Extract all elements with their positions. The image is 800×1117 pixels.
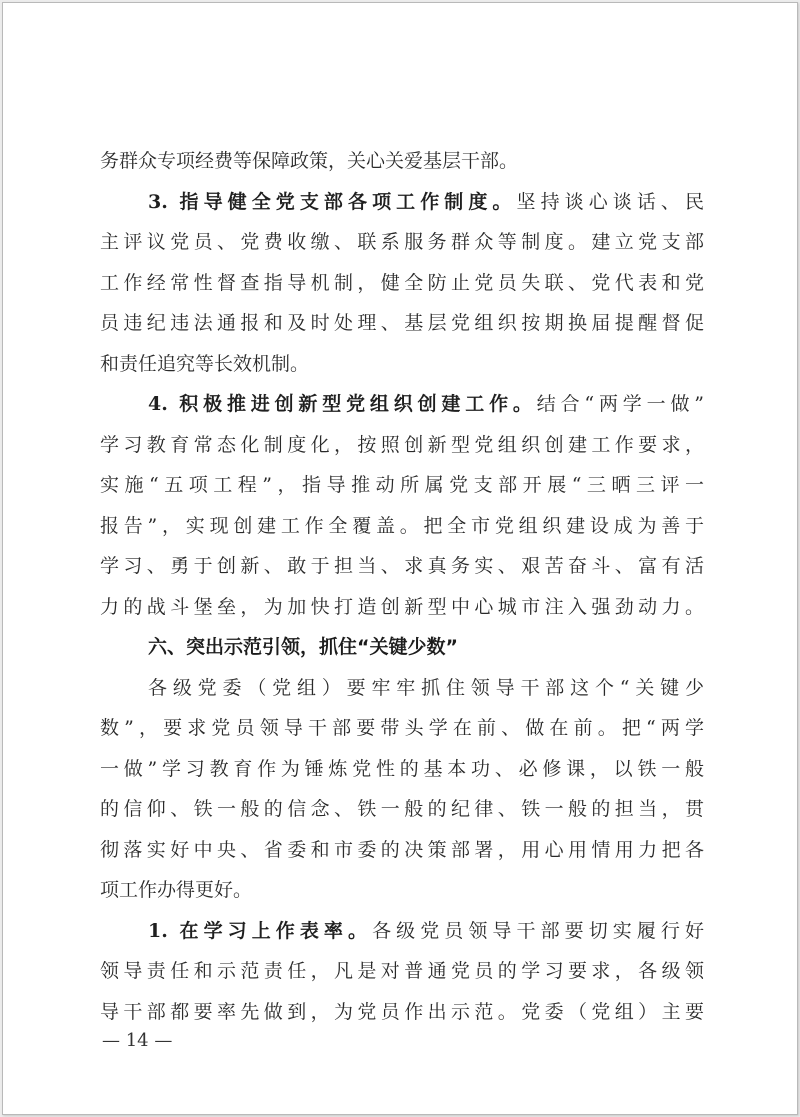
line-text: 彻落实好中央、省委和市委的决策部署，用心用情用力把各 (100, 839, 704, 861)
paragraph-line (100, 1000, 704, 1024)
line-text: 学习、勇于创新、敢于担当、求真务实、艰苦奋斗、富有活 (100, 555, 704, 577)
line-text: 主评议党员、党费收缴、联系服务群众等制度。建立党支部 (100, 231, 704, 253)
line-text: 结合“两学一做” (536, 393, 704, 415)
paragraph-line (148, 676, 704, 700)
line-text: 力的战斗堡垒，为加快打造创新型中心城市注入强劲动力。 (100, 596, 704, 618)
line-text: 和责任追究等长效机制。 (100, 353, 310, 375)
line-text: 坚持谈心谈话、民 (516, 191, 704, 213)
paragraph-line (100, 149, 518, 173)
page-number: — 14 — (102, 1030, 173, 1051)
paragraph-line (100, 271, 704, 295)
paragraph-line (100, 797, 704, 821)
line-text: 报告”，实现创建工作全覆盖。把全市党组织建设成为善于 (100, 515, 704, 537)
line-text: 各级党委（党组）要牢牢抓住领导干部这个“关键少 (148, 677, 704, 699)
paragraph-line (100, 230, 704, 254)
line-text: 领导责任和示范责任，凡是对普通党员的学习要求，各级领 (100, 960, 704, 982)
paragraph-line (100, 352, 309, 376)
paragraph-line (148, 190, 704, 214)
paragraph-line (100, 959, 704, 983)
paragraph-line (100, 838, 704, 862)
paragraph-line (100, 433, 704, 457)
heading-text: 六、突出示范引领，抓住“关键少数” (148, 636, 458, 658)
paragraph-line (100, 595, 704, 619)
line-text: 员违纪违法通报和及时处理、基层党组织按期换届提醒督促 (100, 312, 704, 334)
line-text: 工作经常性督查指导机制，健全防止党员失联、党代表和党 (100, 272, 704, 294)
line-text: 一做”学习教育作为锤炼党性的基本功、必修课，以铁一般 (100, 758, 704, 780)
document-page (2, 2, 798, 1115)
paragraph-line (148, 392, 704, 416)
line-text: 项工作办得更好。 (100, 879, 253, 901)
paragraph-line (100, 716, 704, 740)
line-text: 的信仰、铁一般的信念、铁一般的纪律、铁一般的担当，贯 (100, 798, 704, 820)
paragraph-line (100, 473, 704, 497)
paragraph-line (100, 554, 704, 578)
line-text: 数”，要求党员领导干部要带头学在前、做在前。把“两学 (100, 717, 704, 739)
paragraph-line (100, 757, 704, 781)
paragraph-line (100, 878, 252, 902)
section-heading (148, 635, 458, 659)
line-text: 学习教育常态化制度化，按照创新型党组织创建工作要求， (100, 434, 704, 456)
line-text: 务群众专项经费等保障政策，关心关爱基层干部。 (100, 150, 519, 172)
subheading: 1. 在学习上作表率。 (148, 920, 373, 942)
line-text: 各级党员领导干部要切实履行好 (372, 920, 704, 942)
line-text: 导干部都要率先做到，为党员作出示范。党委（党组）主要 (100, 1001, 704, 1023)
paragraph-line (100, 311, 704, 335)
paragraph-line (148, 919, 704, 943)
paragraph-line (100, 514, 704, 538)
subheading: 4. 积极推进创新型党组织创建工作。 (148, 393, 537, 415)
subheading: 3. 指导健全党支部各项工作制度。 (148, 191, 517, 213)
line-text: 实施“五项工程”，指导推动所属党支部开展“三晒三评一 (100, 474, 704, 496)
